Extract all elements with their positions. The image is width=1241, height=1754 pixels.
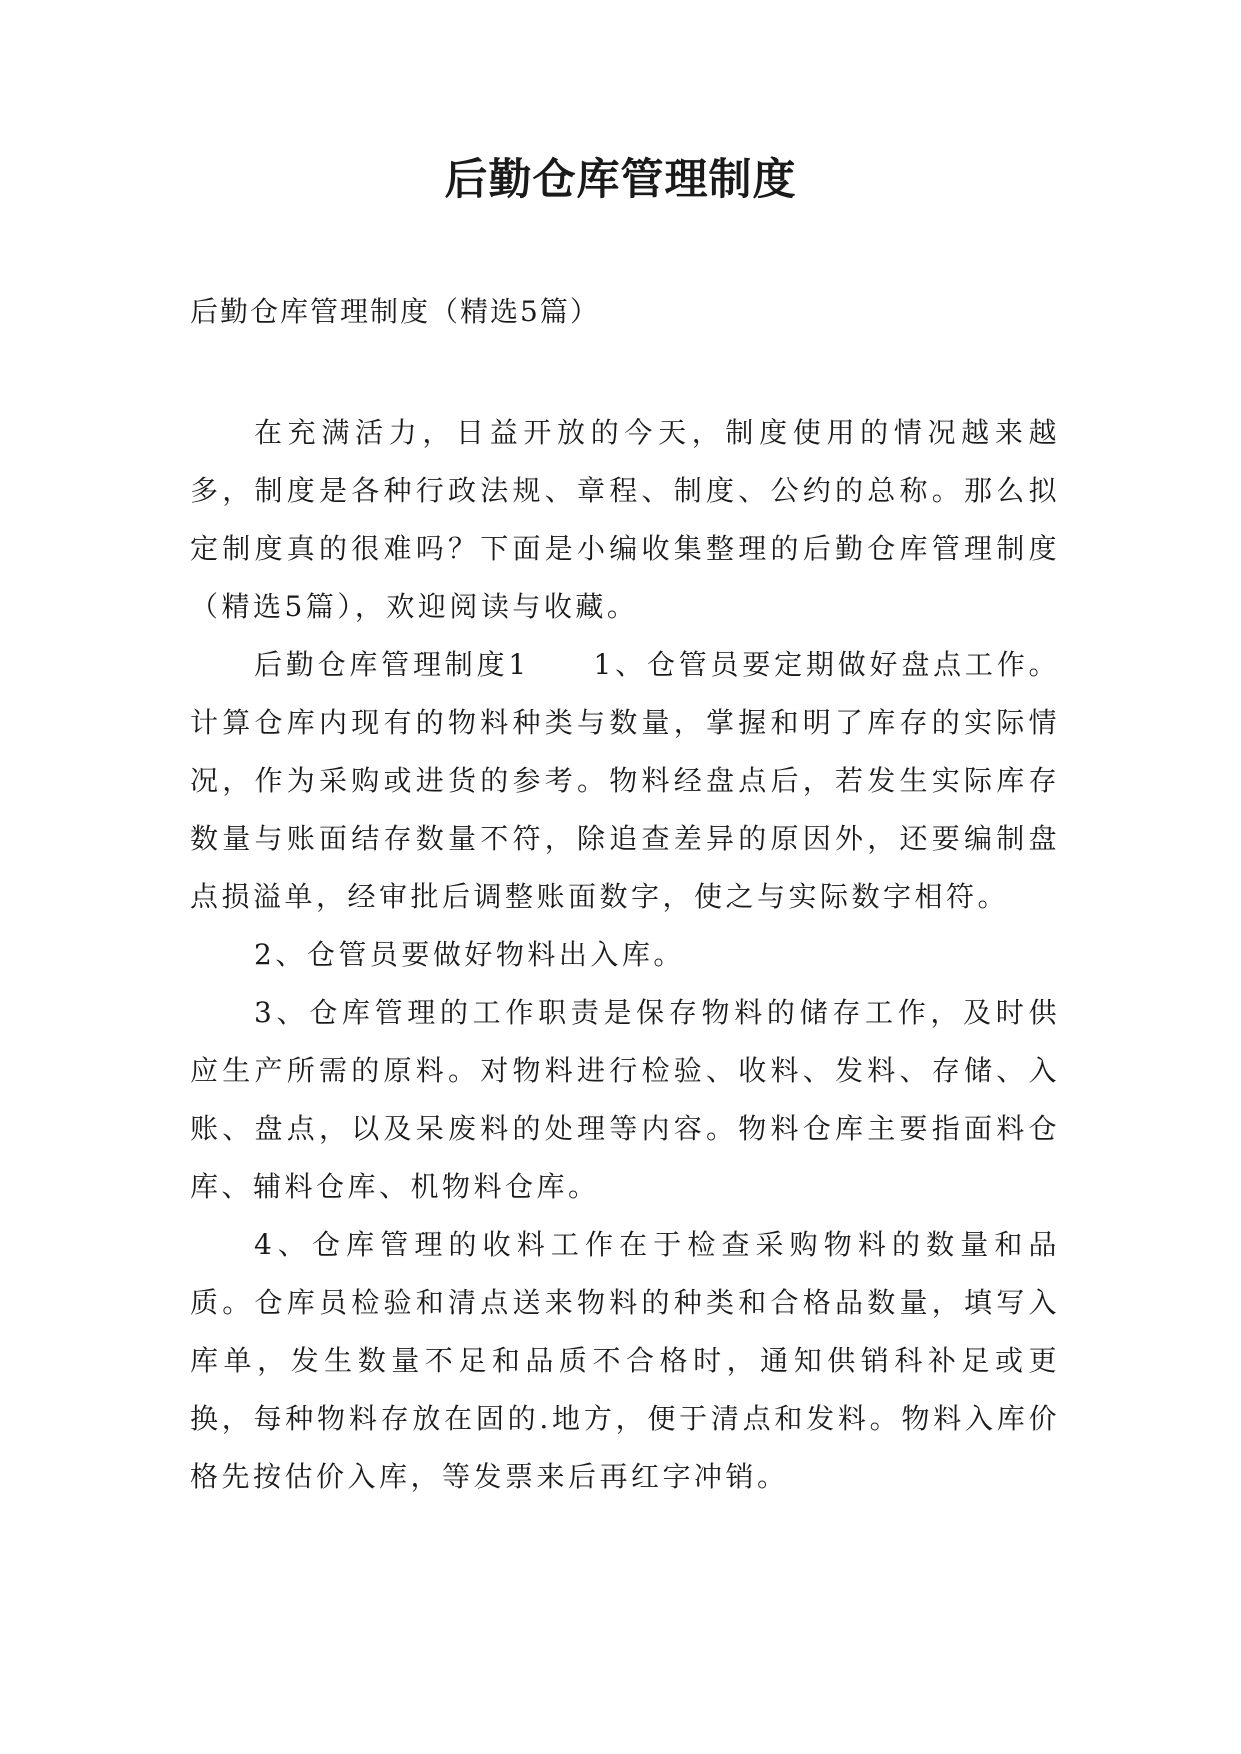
section-1-paragraph: 后勤仓库管理制度1 1、仓管员要定期做好盘点工作。计算仓库内现有的物料种类与数量，掌握和明了库存的实际情况，作为采购或进货的参考。物料经盘点后，若发生实际库存数量与账面结存数量不符，除追查差异的原因外，还要编制盘点损溢单，经审批后调整账面数字，使之与实际数字相符。	[190, 648, 1060, 913]
document-body	[190, 404, 1060, 1506]
intro-paragraph: 在充满活力，日益开放的今天，制度使用的情况越来越多，制度是各种行政法规、章程、制度、公约的总称。那么拟定制度真的很难吗？下面是小编收集整理的后勤仓库管理制度（精选5篇），欢迎阅读与收藏。	[190, 416, 1060, 623]
item-4-paragraph: 4、仓库管理的收料工作在于检查采购物料的数量和品质。仓库员检验和清点送来物料的种类和合格品数量，填写入库单，发生数量不足和品质不合格时，通知供销科补足或更换，每种物料存放在固的.地方，便于清点和发料。物料入库价格先按估价入库，等发票来后再红字冲销。	[190, 1228, 1060, 1493]
item-3-paragraph: 3、仓库管理的工作职责是保存物料的储存工作，及时供应生产所需的原料。对物料进行检验、收料、发料、存储、入账、盘点，以及呆废料的处理等内容。物料仓库主要指面料仓库、辅料仓库、机物料仓库。	[190, 996, 1060, 1203]
item-2-paragraph: 2、仓管员要做好物料出入库。	[254, 938, 685, 971]
document-subtitle: 后勤仓库管理制度（精选5篇）	[190, 295, 600, 328]
document-title: 后勤仓库管理制度	[444, 155, 797, 205]
